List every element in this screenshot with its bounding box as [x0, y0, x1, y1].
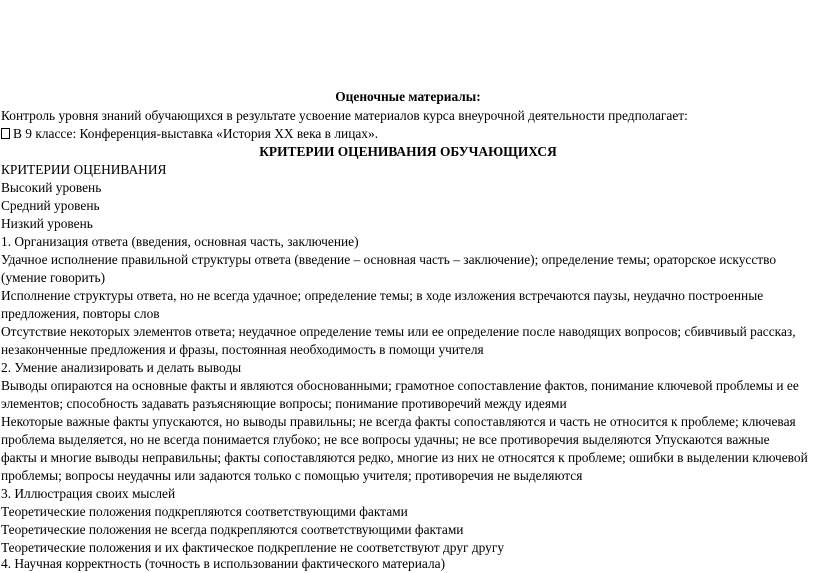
text-line: КРИТЕРИИ ОЦЕНИВАНИЯ	[1, 162, 167, 177]
text-line: Низкий уровень	[1, 216, 93, 231]
text-line: незаконченные предложения и фразы, постоянная необходимость в помощи учителя	[1, 342, 484, 357]
section-heading: 4. Научная корректность (точность в использовании фактического материала)	[1, 556, 446, 571]
text-line: Исполнение структуры ответа, но не всегда удачное; определение темы; в ходе изложения встречаются паузы, неудачно построенные	[1, 288, 764, 303]
text-line: Отсутствие некоторых элементов ответа; неудачное определение темы или ее определение после наводящих вопросов; сбивчивый рассказ,	[1, 324, 796, 339]
text-line: Некоторые важные факты упускаются, но выводы правильны; не всегда факты сопоставляются и часть не относится к проблеме; ключевая	[1, 414, 796, 429]
text-line: Теоретические положения не всегда подкрепляются соответствующими фактами	[1, 522, 464, 537]
grade-9-item	[1, 125, 378, 143]
text-line: предложения, повторы слов	[1, 306, 160, 321]
text-line: факты и многие выводы неправильны; факты сопоставляются редко, многие из них не относятся к проблеме; ошибки в выделении ключевой	[1, 450, 808, 465]
checkbox-bullet-icon	[1, 128, 10, 139]
document-title: Оценочные материалы:	[335, 89, 481, 104]
intro-text: Контроль уровня знаний обучающихся в результате усвоение материалов курса внеурочной деятельности предполагает:	[1, 108, 688, 123]
text-line: Теоретические положения и их фактическое подкрепление не соответствуют друг другу	[1, 540, 505, 555]
section-heading: 3. Иллюстрация своих мыслей	[1, 486, 176, 501]
text-line: Теоретические положения подкрепляются соответствующими фактами	[1, 504, 408, 519]
text-line: проблема выделяется, но не всегда понимается глубоко; не все вопросы удачны; не все противоречия выделяются Упускаются важные	[1, 432, 770, 447]
text-line: проблемы; вопросы неудачны или задаются только с помощью учителя; противоречия не выделяются	[1, 468, 583, 483]
criteria-heading: КРИТЕРИИ ОЦЕНИВАНИЯ ОБУЧАЮЩИХСЯ	[259, 144, 557, 159]
text-line: Выводы опираются на основные факты и являются обоснованными; грамотное сопоставление фактов, понимание ключевой проблемы и ее	[1, 378, 799, 393]
text-line: Удачное исполнение правильной структуры ответа (введение – основная часть – заключение); определение темы; ораторское искусство	[1, 252, 777, 267]
grade-9-text: В 9 классе: Конференция-выставка «История XX века в лицах».	[13, 126, 379, 141]
text-line: элементов; способность задавать разъясняющие вопросы; понимание противоречий между идеями	[1, 396, 567, 411]
text-line: Средний уровень	[1, 198, 100, 213]
text-line: Высокий уровень	[1, 180, 102, 195]
section-heading: 2. Умение анализировать и делать выводы	[1, 360, 242, 375]
section-heading: 1. Организация ответа (введения, основная часть, заключение)	[1, 234, 359, 249]
text-line: (умение говорить)	[1, 270, 106, 285]
